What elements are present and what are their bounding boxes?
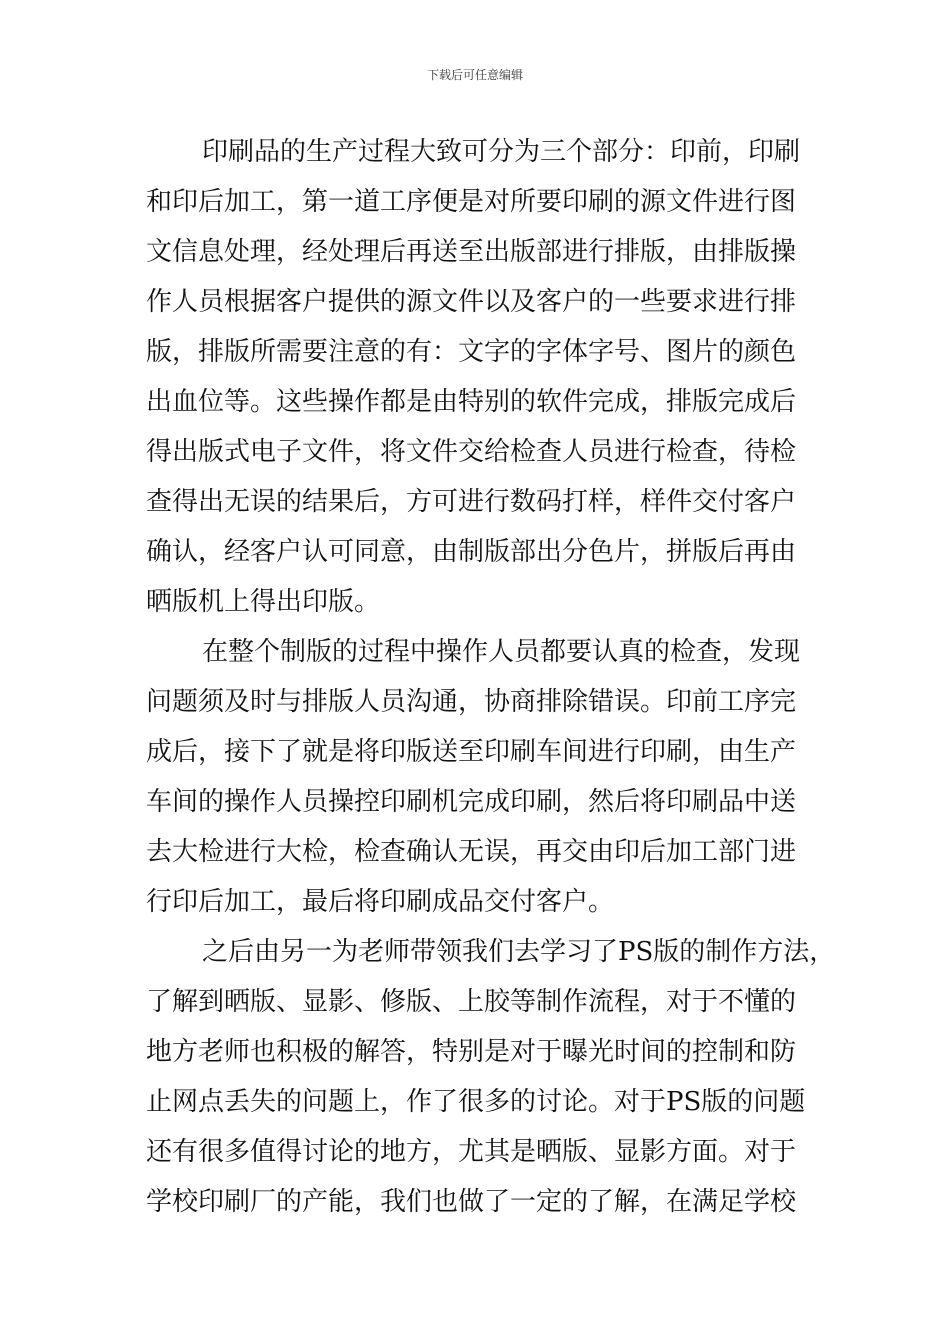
text-line: 问题须及时与排版人员沟通，协商排除错误。印前工序完 xyxy=(146,687,797,717)
text-line: 止网点丢失的问题上，作了很多的讨论。对于PS版的问题 xyxy=(146,1087,806,1117)
text-line: 印刷品的生产过程大致可分为三个部分：印前，印刷 xyxy=(202,137,801,167)
text-line: 作人员根据客户提供的源文件以及客户的一些要求进行排 xyxy=(146,287,797,317)
text-line: 车间的操作人员操控印刷机完成印刷，然后将印刷品中送 xyxy=(146,787,797,817)
paragraph xyxy=(146,927,836,1227)
text-line: 地方老师也积极的解答，特别是对于曝光时间的控制和防 xyxy=(146,1037,797,1067)
text-line: 得出版式电子文件，将文件交给检查人员进行检查，待检 xyxy=(146,437,797,467)
page-header: 下载后可任意编辑 xyxy=(426,68,523,82)
text-line: 还有很多值得讨论的地方，尤其是晒版、显影方面。对于 xyxy=(146,1137,797,1167)
text-line: 和印后加工，第一道工序便是对所要印刷的源文件进行图 xyxy=(146,187,797,217)
text-line: 确认，经客户认可同意，由制版部出分色片，拼版后再由 xyxy=(146,537,797,567)
text-line: 在整个制版的过程中操作人员都要认真的检查，发现 xyxy=(202,637,801,667)
text-line: 学校印刷厂的产能，我们也做了一定的了解，在满足学校 xyxy=(146,1187,797,1217)
text-line: 了解到晒版、显影、修版、上胶等制作流程，对于不懂的 xyxy=(146,987,797,1017)
text-line: 查得出无误的结果后，方可进行数码打样，样件交付客户 xyxy=(146,487,797,517)
text-line: 文信息处理，经处理后再送至出版部进行排版，由排版操 xyxy=(146,237,797,267)
text-line: 之后由另一为老师带领我们去学习了PS版的制作方法， xyxy=(202,937,836,967)
paragraph xyxy=(146,627,816,927)
paragraph xyxy=(146,127,816,627)
text-line: 成后，接下了就是将印版送至印刷车间进行印刷，由生产 xyxy=(146,737,797,767)
text-line: 版，排版所需要注意的有：文字的字体字号、图片的颜色 xyxy=(146,337,797,367)
text-line: 去大检进行大检，检查确认无误，再交由印后加工部门进 xyxy=(146,837,797,867)
text-line: 行印后加工，最后将印刷成品交付客户。 xyxy=(146,887,615,917)
document-body xyxy=(146,127,836,1227)
text-line: 出血位等。这些操作都是由特别的软件完成，排版完成后 xyxy=(146,387,797,417)
text-line: 晒版机上得出印版。 xyxy=(146,587,381,617)
